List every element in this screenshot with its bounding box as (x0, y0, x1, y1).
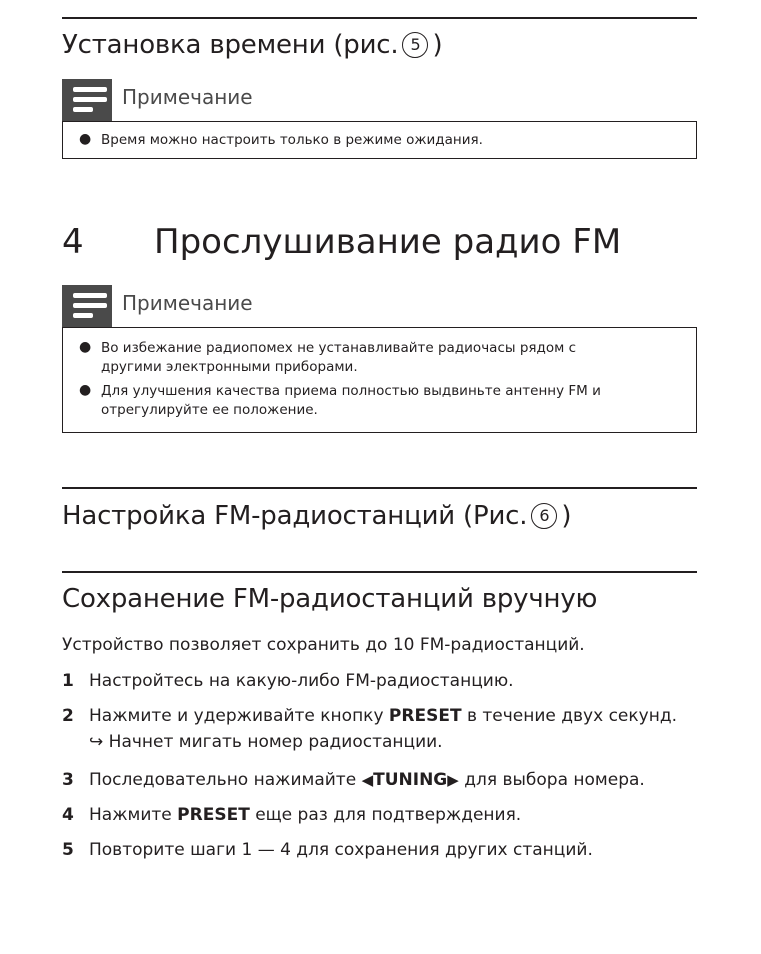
note-header (62, 79, 462, 121)
result-arrow-icon: ↪ (89, 732, 104, 752)
note-item: ● Во избежание радиопомех не устанавливайте радиочасы рядом с другими электронными приборами. (79, 339, 576, 375)
figure-ref-badge: 5 (402, 32, 428, 58)
chapter-number: 4 (62, 222, 84, 262)
section-heading-fm-tuning: Настройка FM-радиостанций (Рис. 6 ) (62, 501, 572, 531)
section-divider (62, 487, 697, 489)
note-item: ● Для улучшения качества приема полностью выдвиньте антенну FM и отрегулируйте ее положение. (79, 382, 601, 418)
note-label: Примечание (122, 85, 253, 109)
bullet-icon: ● (79, 339, 92, 355)
note-box (62, 327, 697, 433)
button-name: PRESET (177, 805, 250, 825)
intro-text: Устройство позволяет сохранить до 10 FM-радиостанций. (62, 635, 585, 655)
section-heading-time-setup: Установка времени (рис. 5 ) (62, 30, 443, 60)
bullet-icon: ● (79, 131, 92, 147)
bullet-icon: ● (79, 382, 92, 398)
button-name: TUNING (373, 770, 448, 790)
section-divider (62, 17, 697, 19)
triangle-right-icon: ▶ (447, 771, 459, 789)
note-icon (62, 285, 112, 327)
note-label: Примечание (122, 291, 253, 315)
note-header (62, 285, 462, 327)
chapter-title: Прослушивание радио FM (154, 222, 622, 262)
button-name: PRESET (388, 706, 462, 726)
note-icon (62, 79, 112, 121)
note-item: ● Время можно настроить только в режиме ожидания. (79, 131, 483, 148)
note-box (62, 121, 697, 159)
section-divider (62, 571, 697, 573)
section-heading-manual-save: Сохранение FM-радиостанций вручную (62, 584, 598, 614)
triangle-left-icon: ◀ (361, 771, 374, 789)
figure-ref-badge: 6 (531, 503, 557, 529)
